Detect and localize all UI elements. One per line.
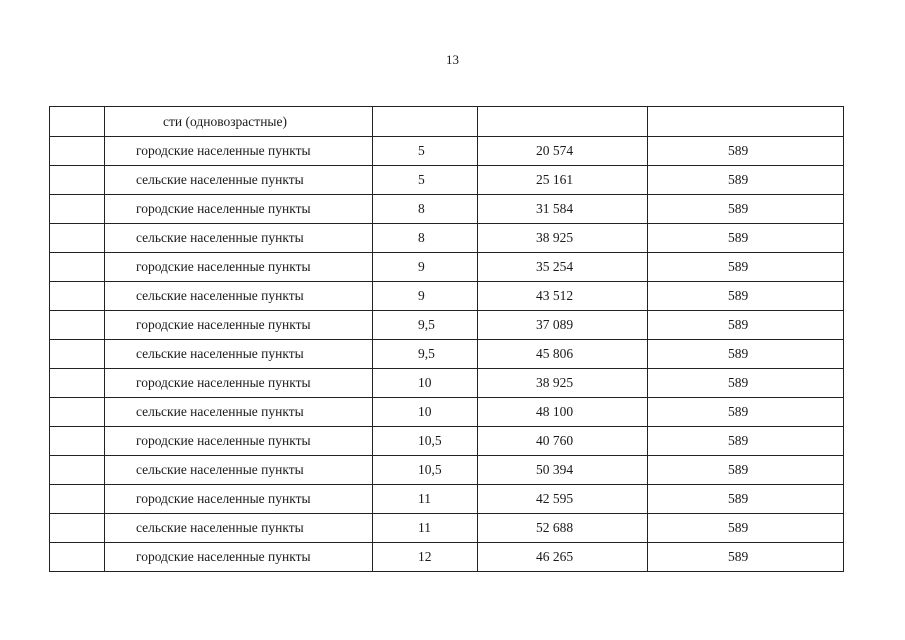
value-cell: 43 512 — [478, 282, 648, 311]
table-body — [50, 107, 844, 572]
row-index-cell — [50, 398, 105, 427]
header-cell-hours — [373, 107, 478, 137]
header-cell-norm — [648, 107, 844, 137]
norm-cell: 589 — [648, 456, 844, 485]
table-row — [50, 137, 844, 166]
settlement-type-cell: городские населенные пункты — [105, 311, 373, 340]
row-index-cell — [50, 137, 105, 166]
row-index-cell — [50, 282, 105, 311]
hours-cell: 10 — [373, 369, 478, 398]
row-index-cell — [50, 253, 105, 282]
settlement-type-cell: сельские населенные пункты — [105, 398, 373, 427]
data-table — [49, 106, 844, 572]
table-row — [50, 195, 844, 224]
table-row — [50, 398, 844, 427]
row-index-cell — [50, 369, 105, 398]
value-cell: 46 265 — [478, 543, 648, 572]
hours-cell: 11 — [373, 514, 478, 543]
table-row — [50, 456, 844, 485]
table-row — [50, 369, 844, 398]
value-cell: 35 254 — [478, 253, 648, 282]
settlement-type-cell: сельские населенные пункты — [105, 514, 373, 543]
hours-cell: 11 — [373, 485, 478, 514]
settlement-type-cell: сельские населенные пункты — [105, 456, 373, 485]
norm-cell: 589 — [648, 543, 844, 572]
settlement-type-cell: городские населенные пункты — [105, 369, 373, 398]
value-cell: 50 394 — [478, 456, 648, 485]
table-row — [50, 514, 844, 543]
row-index-cell — [50, 543, 105, 572]
table-row — [50, 543, 844, 572]
table-row — [50, 340, 844, 369]
table-header-row — [50, 107, 844, 137]
table-row — [50, 224, 844, 253]
settlement-type-cell: городские населенные пункты — [105, 195, 373, 224]
table-row — [50, 253, 844, 282]
norm-cell: 589 — [648, 195, 844, 224]
value-cell: 37 089 — [478, 311, 648, 340]
settlement-type-cell: городские населенные пункты — [105, 485, 373, 514]
hours-cell: 9 — [373, 282, 478, 311]
hours-cell: 12 — [373, 543, 478, 572]
hours-cell: 10,5 — [373, 456, 478, 485]
norm-cell: 589 — [648, 282, 844, 311]
hours-cell: 8 — [373, 195, 478, 224]
page-number: 13 — [446, 52, 459, 67]
header-cell-value — [478, 107, 648, 137]
value-cell: 38 925 — [478, 369, 648, 398]
row-index-cell — [50, 224, 105, 253]
norm-cell: 589 — [648, 485, 844, 514]
row-index-cell — [50, 514, 105, 543]
norm-cell: 589 — [648, 369, 844, 398]
header-cell-index — [50, 107, 105, 137]
value-cell: 52 688 — [478, 514, 648, 543]
hours-cell: 9,5 — [373, 311, 478, 340]
settlement-type-cell: городские населенные пункты — [105, 543, 373, 572]
hours-cell: 8 — [373, 224, 478, 253]
hours-cell: 10 — [373, 398, 478, 427]
hours-cell: 9,5 — [373, 340, 478, 369]
table-row — [50, 166, 844, 195]
norm-cell: 589 — [648, 253, 844, 282]
hours-cell: 5 — [373, 166, 478, 195]
table-row — [50, 427, 844, 456]
norm-cell: 589 — [648, 311, 844, 340]
row-index-cell — [50, 195, 105, 224]
header-cell-category: сти (одновозрастные) — [105, 107, 373, 137]
settlement-type-cell: городские населенные пункты — [105, 137, 373, 166]
row-index-cell — [50, 340, 105, 369]
norm-cell: 589 — [648, 514, 844, 543]
value-cell: 48 100 — [478, 398, 648, 427]
value-cell: 20 574 — [478, 137, 648, 166]
norm-cell: 589 — [648, 224, 844, 253]
settlement-type-cell: сельские населенные пункты — [105, 340, 373, 369]
settlement-type-cell: городские населенные пункты — [105, 253, 373, 282]
table-row — [50, 282, 844, 311]
settlement-type-cell: городские населенные пункты — [105, 427, 373, 456]
row-index-cell — [50, 456, 105, 485]
row-index-cell — [50, 166, 105, 195]
hours-cell: 9 — [373, 253, 478, 282]
table-row — [50, 311, 844, 340]
value-cell: 25 161 — [478, 166, 648, 195]
settlement-type-cell: сельские населенные пункты — [105, 282, 373, 311]
value-cell: 45 806 — [478, 340, 648, 369]
value-cell: 31 584 — [478, 195, 648, 224]
value-cell: 40 760 — [478, 427, 648, 456]
norm-cell: 589 — [648, 340, 844, 369]
norm-cell: 589 — [648, 137, 844, 166]
settlement-type-cell: сельские населенные пункты — [105, 166, 373, 195]
norm-cell: 589 — [648, 166, 844, 195]
norm-cell: 589 — [648, 398, 844, 427]
hours-cell: 5 — [373, 137, 478, 166]
hours-cell: 10,5 — [373, 427, 478, 456]
value-cell: 42 595 — [478, 485, 648, 514]
settlement-type-cell: сельские населенные пункты — [105, 224, 373, 253]
row-index-cell — [50, 311, 105, 340]
row-index-cell — [50, 427, 105, 456]
row-index-cell — [50, 485, 105, 514]
table-row — [50, 485, 844, 514]
value-cell: 38 925 — [478, 224, 648, 253]
norm-cell: 589 — [648, 427, 844, 456]
